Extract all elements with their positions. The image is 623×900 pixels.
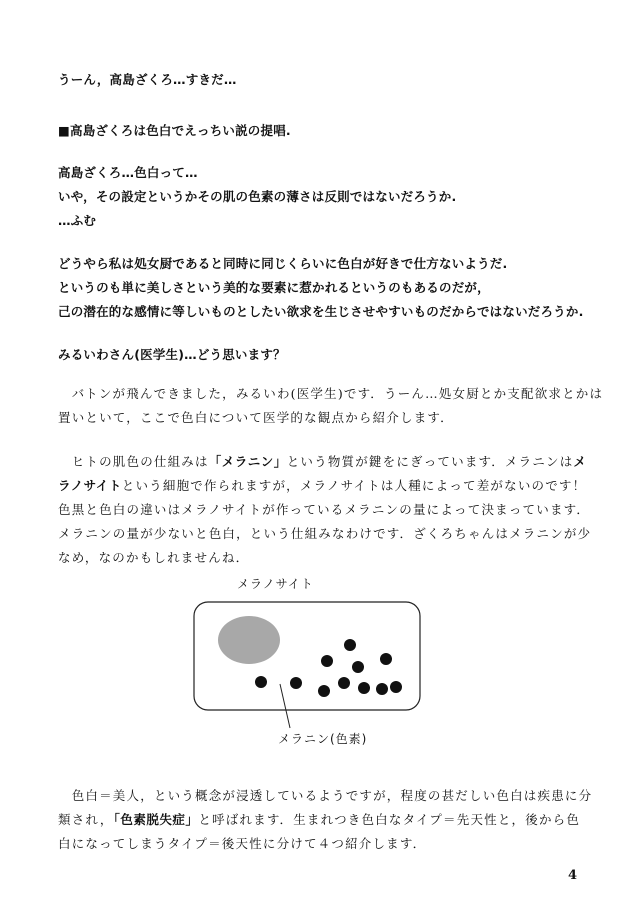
paragraph-leukoderma xyxy=(58,784,593,856)
text-span: と呼ばれます．生まれつき色白なタイプ＝先天性と，後から色 xyxy=(198,812,581,827)
term-melanocyte-part1: メ xyxy=(573,454,587,469)
melanocyte-diagram xyxy=(180,570,440,770)
text-span: という物質が鍵をにぎっています．メラニンは xyxy=(286,454,574,469)
intro-line: うーん，高島ざくろ…すきだ… xyxy=(58,72,237,87)
text-span: ヒトの肌色の仕組みは xyxy=(58,454,209,469)
paragraph-row: バトンが飛んできました，みるいわ(医学生)です．うーん…処女厨とか支配欲求とかは xyxy=(58,386,604,401)
granule xyxy=(338,677,350,689)
text-line: 高島ざくろ…色白って… xyxy=(58,165,198,180)
granule xyxy=(352,661,364,673)
granule xyxy=(255,676,267,688)
text-line: 己の潜在的な感情に等しいものとしたい欲求を生じさせやすいものだからではないだろうか. xyxy=(58,304,584,319)
text-span: 類され， xyxy=(58,812,114,827)
term-melanocyte-part2: ラノサイト xyxy=(58,478,122,493)
granule xyxy=(376,683,388,695)
paragraph-row xyxy=(58,474,587,498)
text-line: どうやら私は処女厨であると同時に同じくらいに色白が好きで仕方ないようだ. xyxy=(58,256,508,271)
melanocyte-label: メラノサイト xyxy=(237,577,314,591)
paragraph-row xyxy=(58,450,587,474)
text-line: …ふむ xyxy=(58,213,97,228)
question-line: みるいわさん(医学生)…どう思います？ xyxy=(58,347,286,362)
term-depigmentation: 「色素脱失症」 xyxy=(113,812,199,827)
granule xyxy=(358,682,370,694)
granule xyxy=(318,685,330,697)
page-number: 4 xyxy=(568,868,578,883)
term-melanin: 「メラニン」 xyxy=(208,454,287,469)
paragraph-row: なめ，なのかもしれませんね． xyxy=(58,550,250,565)
melanocyte-figure xyxy=(180,570,440,770)
granule xyxy=(380,653,392,665)
paragraph-row xyxy=(58,808,581,832)
granule xyxy=(344,639,356,651)
paragraph-row: 色白＝美人，という概念が浸透しているようですが，程度の甚だしい色白は疾患に分 xyxy=(58,788,593,803)
text-line: というのも単に美しさという美的な要素に惹かれるというのもあるのだが， xyxy=(58,280,490,295)
paragraph-row: 色黒と色白の違いはメラノサイトが作っているメラニンの量によって決まっています． xyxy=(58,502,591,517)
text-line: いや，その設定というかその肌の色素の薄さは反則ではないだろうか. xyxy=(58,189,457,204)
paragraph-baton xyxy=(58,382,604,430)
nucleus xyxy=(218,616,280,664)
granule xyxy=(321,655,333,667)
melanin-label: メラニン(色素) xyxy=(278,732,368,746)
paragraph-row: 白になってしまうタイプ＝後天性に分けて４つ紹介します． xyxy=(58,836,427,851)
granule xyxy=(290,677,302,689)
paragraph-melanin xyxy=(58,450,592,570)
granule xyxy=(390,681,402,693)
paragraph-row: メラニンの量が少ないと色白，という仕組みなわけです．ざくろちゃんはメラニンが少 xyxy=(58,526,592,541)
paragraph-row: 置いといて，ここで色白について医学的な観点から紹介します． xyxy=(58,410,454,425)
hypothesis-heading: ■高島ざくろは色白でえっちい説の提唱. xyxy=(58,123,291,138)
text-span: という細胞で作られますが，メラノサイトは人種によって差がないのです！ xyxy=(121,478,587,493)
